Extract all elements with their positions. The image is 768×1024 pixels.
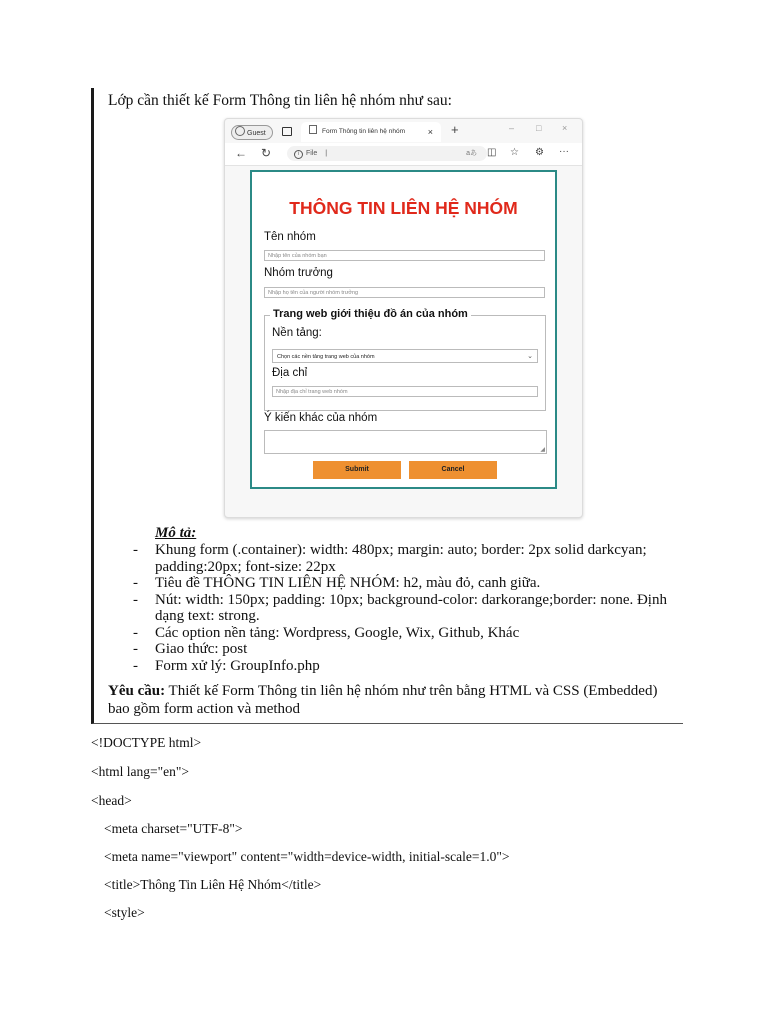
profile-label: Guest [247, 130, 266, 137]
address-bar[interactable] [287, 146, 487, 161]
refresh-icon[interactable]: ↻ [261, 146, 272, 160]
browser-tab-bar [225, 119, 582, 143]
address-input[interactable]: Nhập địa chỉ trang web nhóm [272, 386, 538, 397]
close-tab-icon[interactable]: × [427, 127, 433, 137]
platform-select[interactable] [272, 349, 538, 363]
comments-label: Ý kiến khác của nhóm [264, 412, 378, 424]
profile-button[interactable] [231, 125, 273, 140]
code-line: <meta charset="UTF-8"> [104, 821, 243, 836]
description-item: - Tiêu đề THÔNG TIN LIÊN HỆ NHÓM: h2, màu đỏ, canh giữa. [120, 575, 685, 592]
address-value: | [325, 150, 328, 157]
extensions-icon[interactable]: ⚙ [535, 147, 544, 158]
browser-tab[interactable] [301, 122, 441, 142]
browser-screenshot [224, 118, 583, 518]
exercise-block [91, 88, 683, 724]
page-icon [309, 125, 317, 134]
browser-nav-bar [225, 143, 582, 166]
code-line: <head> [91, 793, 132, 808]
intro-text: Lớp cần thiết kế Form Thông tin liên hệ nhóm như sau: [108, 92, 452, 109]
description-list [120, 542, 685, 674]
maximize-icon[interactable]: □ [536, 123, 542, 133]
fieldset-legend: Trang web giới thiệu đồ án của nhóm [270, 308, 471, 320]
platform-selected-value: Chọn các nền tảng trang web của nhóm [277, 354, 375, 360]
description-item: - Giao thức: post [120, 641, 685, 658]
close-window-icon[interactable]: × [562, 123, 568, 133]
group-name-label: Tên nhóm [264, 231, 316, 243]
minimize-icon[interactable]: – [509, 123, 515, 133]
code-line: <title>Thông Tin Liên Hệ Nhóm</title> [104, 877, 322, 892]
requirement-label: Yêu cầu: [108, 683, 166, 699]
code-line: <style> [104, 905, 145, 920]
more-icon[interactable]: ··· [559, 146, 569, 157]
description-item: - Form xử lý: GroupInfo.php [120, 658, 685, 675]
website-fieldset [264, 308, 546, 411]
comments-textarea[interactable] [264, 430, 547, 454]
submit-button[interactable]: Submit [313, 461, 401, 479]
requirement-body: Thiết kế Form Thông tin liên hệ nhóm như trên bằng HTML và CSS (Embedded) bao gồm form action và method [108, 683, 658, 717]
tab-title: Form Thông tin liên hệ nhóm [322, 128, 405, 135]
resize-handle-icon[interactable]: ◢ [540, 447, 545, 453]
address-prefix: File [306, 150, 318, 157]
leader-input[interactable]: Nhập họ tên của người nhóm trưởng [264, 287, 545, 298]
description-item: - Các option nền tảng: Wordpress, Google, Wix, Github, Khác [120, 625, 685, 642]
platform-label: Nền tảng: [272, 327, 322, 339]
info-icon: i [294, 150, 303, 159]
split-screen-icon[interactable]: ◫ [487, 147, 497, 158]
code-line: <meta name="viewport" content="width=device-width, initial-scale=1.0"> [104, 849, 510, 864]
cancel-button[interactable]: Cancel [409, 461, 497, 479]
description-item: - Nút: width: 150px; padding: 10px; background-color: darkorange;border: none. Định dạng text: strong. [120, 592, 685, 625]
person-icon [235, 126, 245, 136]
form-container [250, 170, 557, 489]
group-name-input[interactable]: Nhập tên của nhóm bạn [264, 250, 545, 261]
address-label: Địa chỉ [272, 367, 308, 379]
read-aloud-icon[interactable]: aあ [466, 150, 477, 157]
description-item: - Khung form (.container): width: 480px; margin: auto; border: 2px solid darkcyan; padding:20px; font-size: 22px [120, 542, 685, 575]
back-arrow-icon[interactable]: ← [235, 146, 247, 160]
favorites-icon[interactable]: ☆ [510, 147, 519, 158]
requirement-text [108, 682, 680, 718]
chevron-down-icon: ⌄ [527, 353, 533, 360]
tab-actions-icon[interactable] [282, 127, 292, 136]
leader-label: Nhóm trưởng [264, 267, 333, 279]
code-line: <html lang="en"> [91, 764, 189, 779]
form-title: THÔNG TIN LIÊN HỆ NHÓM [289, 198, 518, 218]
description-heading: Mô tả: [155, 525, 197, 541]
code-line: <!DOCTYPE html> [91, 735, 202, 750]
new-tab-icon[interactable]: + [451, 122, 459, 137]
